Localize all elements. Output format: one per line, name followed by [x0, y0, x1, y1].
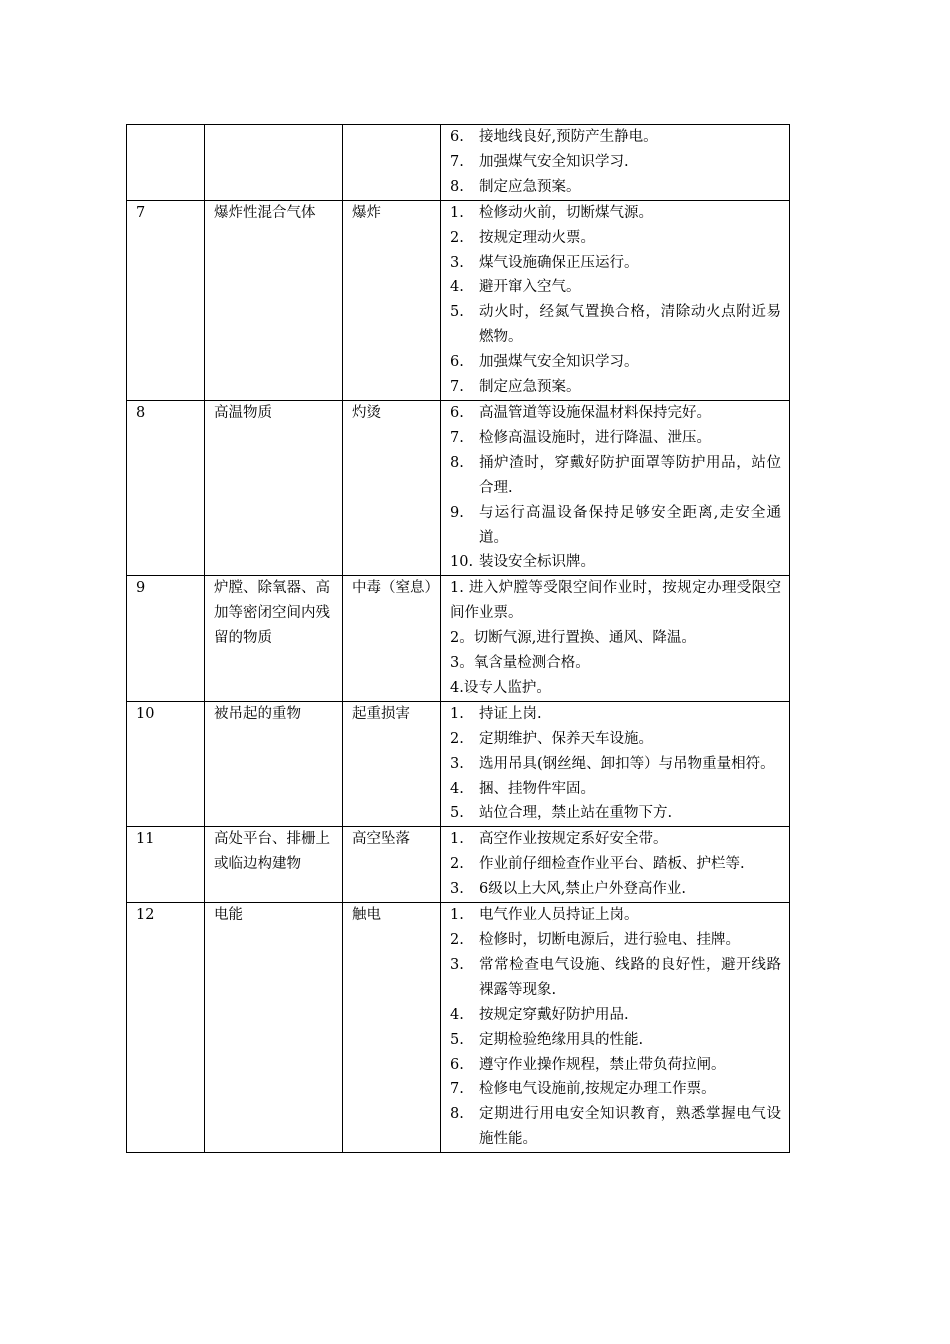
hazard-table-body [127, 125, 790, 1153]
list-item [450, 1102, 781, 1152]
measure-text: 定期检验绝缘用具的性能. [479, 1031, 644, 1048]
hazard-source-cell [205, 576, 343, 702]
list-item [450, 401, 781, 426]
list-item [450, 375, 781, 400]
measure-number: 1. [450, 831, 464, 848]
table-row [127, 701, 790, 827]
measure-text: 避开窜入空气。 [479, 279, 581, 296]
measures-list [441, 702, 789, 827]
measures-list [441, 125, 789, 200]
measure-text: 常常检查电气设施、线路的良好性，避开线路裸露等现象. [479, 956, 781, 998]
measure-text: 电气作业人员持证上岗。 [479, 907, 639, 924]
list-item [450, 426, 781, 451]
table-row [127, 827, 790, 903]
hazard-source-cell-text: 高温物质 [214, 404, 272, 421]
list-item: 1. 进入炉膛等受限空间作业时，按规定办理受限空间作业票。 [450, 580, 781, 622]
measure-number: 3. [450, 956, 464, 973]
hazard-source-cell [205, 125, 343, 201]
accident-type-cell [343, 576, 441, 702]
list-item [450, 1053, 781, 1078]
row-number-cell-text: 7 [136, 204, 146, 221]
list-item [450, 1077, 781, 1102]
measures-cell [441, 125, 790, 201]
measure-number: 5. [450, 1031, 464, 1048]
measure-text: 接地线良好,预防产生静电。 [479, 129, 658, 145]
measure-number: 6. [450, 1056, 464, 1073]
measure-text: 捆、挂物件牢固。 [479, 780, 595, 797]
list-item: 4.设专人监护。 [450, 679, 551, 696]
measure-number: 8. [450, 454, 464, 471]
measures-cell [441, 400, 790, 575]
measure-number: 5. [450, 805, 464, 822]
measures-list [441, 576, 789, 701]
accident-type-cell-text: 起重损害 [352, 705, 410, 722]
list-item [450, 752, 781, 777]
measure-text: 作业前仔细检查作业平台、踏板、护栏等. [479, 856, 745, 873]
measure-text: 煤气设施确保正压运行。 [479, 254, 639, 271]
list-item [450, 928, 781, 953]
measure-text: 按规定理动火票。 [479, 229, 595, 246]
accident-type-cell [343, 827, 441, 903]
measure-text: 定期进行用电安全知识教育，熟悉掌握电气设施性能。 [479, 1106, 781, 1148]
list-item [450, 175, 781, 200]
accident-type-cell-text: 中毒（窒息） [352, 580, 439, 597]
measure-text: 加强煤气安全知识学习。 [479, 354, 639, 371]
measure-number: 8. [450, 178, 464, 195]
hazard-source-cell-text: 炉膛、除氧器、高加等密闭空间内残留的物质 [214, 580, 330, 647]
accident-type-cell-text: 灼烫 [352, 404, 381, 421]
measure-number: 5. [450, 304, 464, 321]
row-number-cell [127, 200, 205, 400]
measure-text: 检修高温设施时，进行降温、泄压。 [479, 429, 711, 446]
row-number-cell-text: 11 [136, 831, 155, 848]
measures-list [441, 201, 789, 400]
measures-cell [441, 576, 790, 702]
list-item [450, 777, 781, 802]
table-row [127, 576, 790, 702]
row-number-cell [127, 903, 205, 1153]
list-item [450, 801, 781, 826]
measure-number: 6. [450, 129, 464, 145]
list-item [450, 251, 781, 276]
list-item [450, 702, 781, 727]
measures-cell [441, 827, 790, 903]
measure-text: 检修动火前，切断煤气源。 [479, 204, 653, 221]
measure-text: 6级以上大风,禁止户外登高作业. [479, 881, 686, 898]
table-row [127, 125, 790, 201]
row-number-cell-text: 12 [136, 907, 155, 924]
measure-number: 7. [450, 153, 464, 170]
measure-text: 选用吊具(钢丝绳、卸扣等）与吊物重量相符。 [479, 755, 775, 772]
measure-text: 高空作业按规定系好安全带。 [479, 831, 668, 848]
table-row [127, 400, 790, 575]
list-item [450, 1003, 781, 1028]
measure-number: 1. [450, 907, 464, 924]
measure-number: 2. [450, 856, 464, 873]
measure-number: 2. [450, 229, 464, 246]
hazard-source-cell [205, 903, 343, 1153]
measure-text: 高温管道等设施保温材料保持完好。 [479, 404, 711, 421]
list-item [450, 150, 781, 175]
table-row [127, 903, 790, 1153]
measure-number: 2. [450, 932, 464, 948]
list-item [450, 852, 781, 877]
accident-type-cell [343, 903, 441, 1153]
list-item [450, 350, 781, 375]
measure-number: 9. [450, 504, 464, 521]
measures-list [441, 827, 789, 902]
measure-number: 3. [450, 254, 464, 271]
row-number-cell [127, 827, 205, 903]
measure-text: 站位合理，禁止站在重物下方. [479, 805, 673, 822]
row-number-cell [127, 400, 205, 575]
accident-type-cell-text: 爆炸 [352, 204, 381, 221]
list-item [450, 125, 781, 150]
hazard-source-cell [205, 701, 343, 827]
measure-number: 6. [450, 354, 464, 371]
measure-text: 制定应急预案。 [479, 379, 581, 396]
list-item: 3。氧含量检测合格。 [450, 655, 590, 672]
list-item [450, 275, 781, 300]
measures-cell [441, 903, 790, 1153]
hazard-source-cell-text: 高处平台、排栅上或临边构建物 [214, 831, 330, 873]
row-number-cell [127, 576, 205, 702]
measure-number: 1. [450, 705, 464, 722]
measure-text: 按规定穿戴好防护用品. [479, 1006, 629, 1023]
measure-text: 与运行高温设备保持足够安全距离,走安全通道。 [479, 504, 781, 546]
row-number-cell [127, 701, 205, 827]
measure-number: 1. [450, 204, 464, 221]
accident-type-cell-text: 高空坠落 [352, 831, 410, 848]
measure-text: 加强煤气安全知识学习. [479, 153, 629, 170]
list-item [450, 903, 781, 928]
hazard-source-cell [205, 400, 343, 575]
list-item [450, 1028, 781, 1053]
accident-type-cell [343, 200, 441, 400]
list-item: 2。切断气源,进行置换、通风、降温。 [450, 630, 696, 647]
measure-text: 持证上岗. [479, 705, 542, 722]
measure-text: 检修时，切断电源后，进行验电、挂牌。 [479, 932, 740, 948]
measure-text: 动火时，经氮气置换合格，清除动火点附近易燃物。 [479, 304, 781, 346]
measure-number: 4. [450, 279, 464, 296]
row-number-cell-text: 8 [136, 404, 146, 421]
row-number-cell [127, 125, 205, 201]
hazard-source-cell [205, 827, 343, 903]
measure-text: 制定应急预案。 [479, 178, 581, 195]
table-row [127, 200, 790, 400]
accident-type-cell-text: 触电 [352, 907, 381, 924]
measure-text: 遵守作业操作规程，禁止带负荷拉闸。 [479, 1056, 726, 1073]
measure-number: 8. [450, 1106, 464, 1123]
accident-type-cell [343, 701, 441, 827]
list-item [450, 201, 781, 226]
hazard-table [126, 124, 790, 1153]
measure-number: 10. [450, 554, 474, 571]
measure-number: 7. [450, 379, 464, 396]
measure-number: 4. [450, 780, 464, 797]
list-item [450, 727, 781, 752]
measures-list [441, 401, 789, 575]
row-number-cell-text: 10 [136, 705, 155, 722]
measures-list [441, 903, 789, 1152]
measure-number: 4. [450, 1006, 464, 1023]
list-item [450, 953, 781, 1003]
measure-number: 7. [450, 1081, 464, 1098]
list-item [450, 451, 781, 501]
accident-type-cell [343, 125, 441, 201]
measure-text: 装设安全标识牌。 [479, 554, 595, 571]
list-item [450, 226, 781, 251]
hazard-source-cell-text: 被吊起的重物 [214, 705, 301, 722]
measure-number: 3. [450, 755, 464, 772]
measure-text: 捅炉渣时，穿戴好防护面罩等防护用品，站位合理. [479, 454, 781, 496]
hazard-source-cell [205, 200, 343, 400]
list-item [450, 501, 781, 551]
measures-cell [441, 200, 790, 400]
list-item [450, 827, 781, 852]
list-item [450, 300, 781, 350]
hazard-source-cell-text: 电能 [214, 907, 243, 924]
hazard-source-cell-text: 爆炸性混合气体 [214, 204, 316, 221]
row-number-cell-text: 9 [136, 580, 146, 597]
measure-number: 7. [450, 429, 464, 446]
accident-type-cell [343, 400, 441, 575]
measure-number: 2. [450, 730, 464, 747]
measure-number: 6. [450, 404, 464, 421]
measure-number: 3. [450, 881, 464, 898]
measures-cell [441, 701, 790, 827]
measure-text: 检修电气设施前,按规定办理工作票。 [479, 1081, 716, 1098]
list-item [450, 550, 781, 575]
list-item [450, 877, 781, 902]
measure-text: 定期维护、保养天车设施。 [479, 730, 653, 747]
